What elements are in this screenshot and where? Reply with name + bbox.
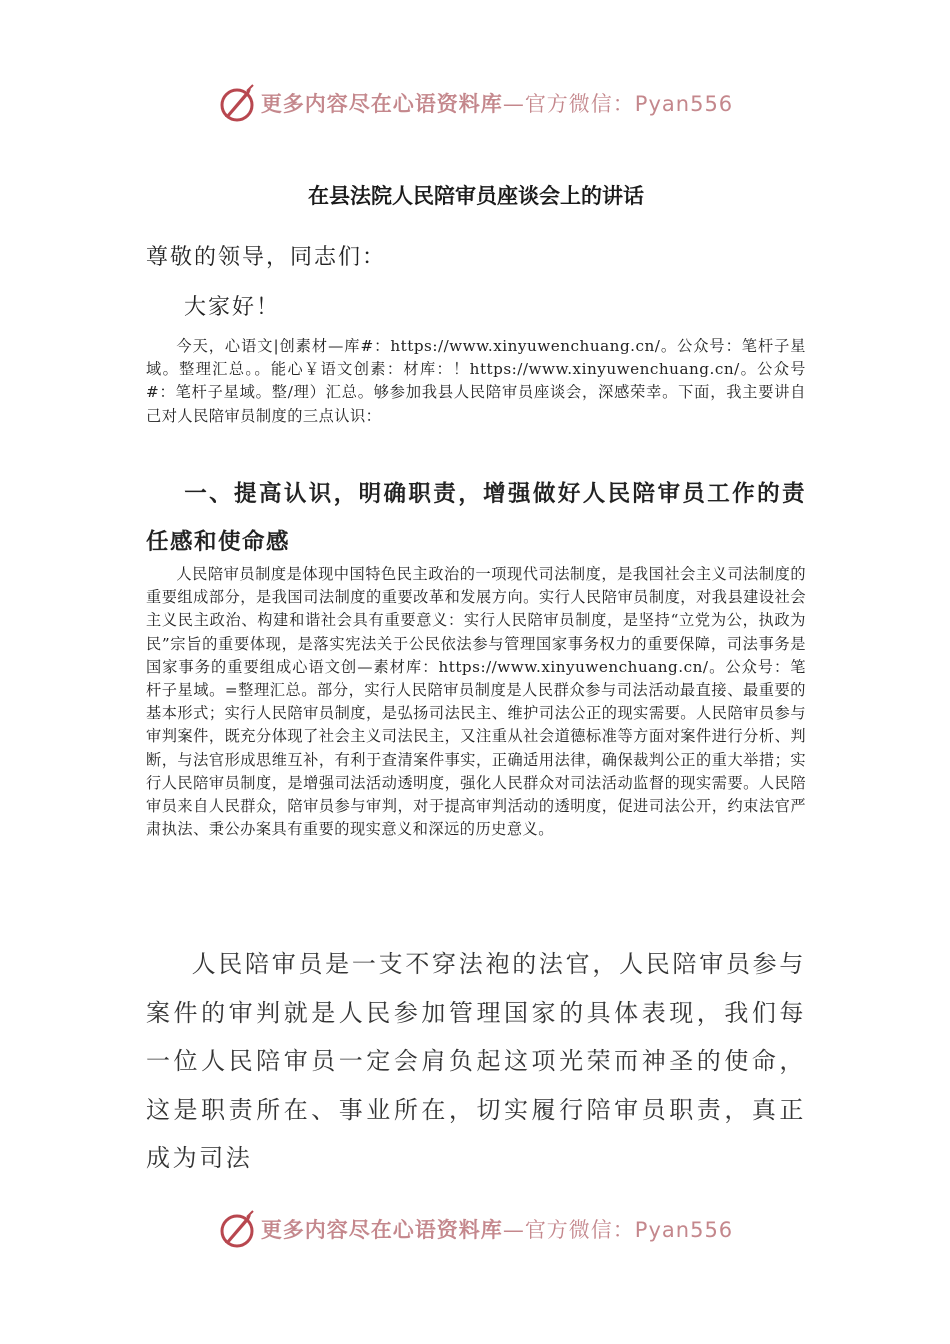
salutation: 尊敬的领导，同志们： (146, 245, 387, 270)
banner-contact-text: —官方微信：Pyan556 (502, 92, 734, 116)
footer-banner (0, 1207, 950, 1251)
quill-pen-logo-icon (217, 83, 257, 123)
document-title: 在县法院人民陪审员座谈会上的讲话 (308, 183, 644, 208)
section-1-body-paragraph: 人民陪审员制度是体现中国特色民主政治的一项现代司法制度，是我国社会主义司法制度的重要组成部分，是我国司法制度的重要改革和发展方向。实行人民陪审员制度，对我县建设社会主义民主政治、构建和谐社会具有重要意义：实行人民陪审员制度，是坚持“立党为公，执政为民”宗旨的重要体现，是落实宪法关于公民依法参与管理国家事务权力的重要保障，司法事务是国家事务的重要组成心语文创—素材库：https://www.xinyuwenchuang.cn/。公众号：笔杆子星域。=整理汇总。部分，实行人民陪审员制度是人民群众参与司法活动最直接、最重要的基本形式；实行人民陪审员制度，是弘扬司法民主、维护司法公正的现实需要。人民陪审员参与审判案件，既充分体现了社会主义司法民主，又注重从社会道德标准等方面对案件进行分析、判断，与法官形成思维互补，有利于查清案件事实，正确适用法律，确保裁判公正的重大举措；实行人民陪审员制度，是增强司法活动透明度，强化人民群众对司法活动监督的现实需要。人民陪审员来自人民群众，陪审员参与审判，对于提高审判活动的透明度，促进司法公开，约束法官严肃执法、秉公办案具有重要的现实意义和深远的历史意义。 (146, 565, 806, 839)
banner-contact-text: —官方微信：Pyan556 (502, 1218, 734, 1242)
header-banner (0, 81, 950, 125)
banner-brand-text: 更多内容尽在心语资料库 (260, 1217, 503, 1242)
intro-paragraph: 今天，心语文|创素材—库#：https://www.xinyuwenchuang.cn/。公众号：笔杆子星域。整理汇总。。能心￥语文创素：材库：！https://www.xinyuwenchuang.cn/。公众号#：笔杆子星域。整/理）汇总。够参加我县人民陪审员座谈会，深感荣幸。下面，我主要讲自己对人民陪审员制度的三点认识： (146, 337, 806, 425)
section-1-paragraph-2: 人民陪审员是一支不穿法袍的法官，人民陪审员参与案件的审判就是人民参加管理国家的具体表现，我们每一位人民陪审员一定会肩负起这项光荣而神圣的使命，这是职责所在、事业所在，切实履行陪审员职责，真正成为司法 (146, 950, 806, 1172)
section-heading-1: 一、提高认识，明确职责，增强做好人民陪审员工作的责任感和使命感 (146, 481, 806, 555)
greeting: 大家好！ (184, 295, 281, 320)
banner-brand-text: 更多内容尽在心语资料库 (260, 91, 503, 116)
quill-pen-logo-icon (217, 1209, 257, 1249)
